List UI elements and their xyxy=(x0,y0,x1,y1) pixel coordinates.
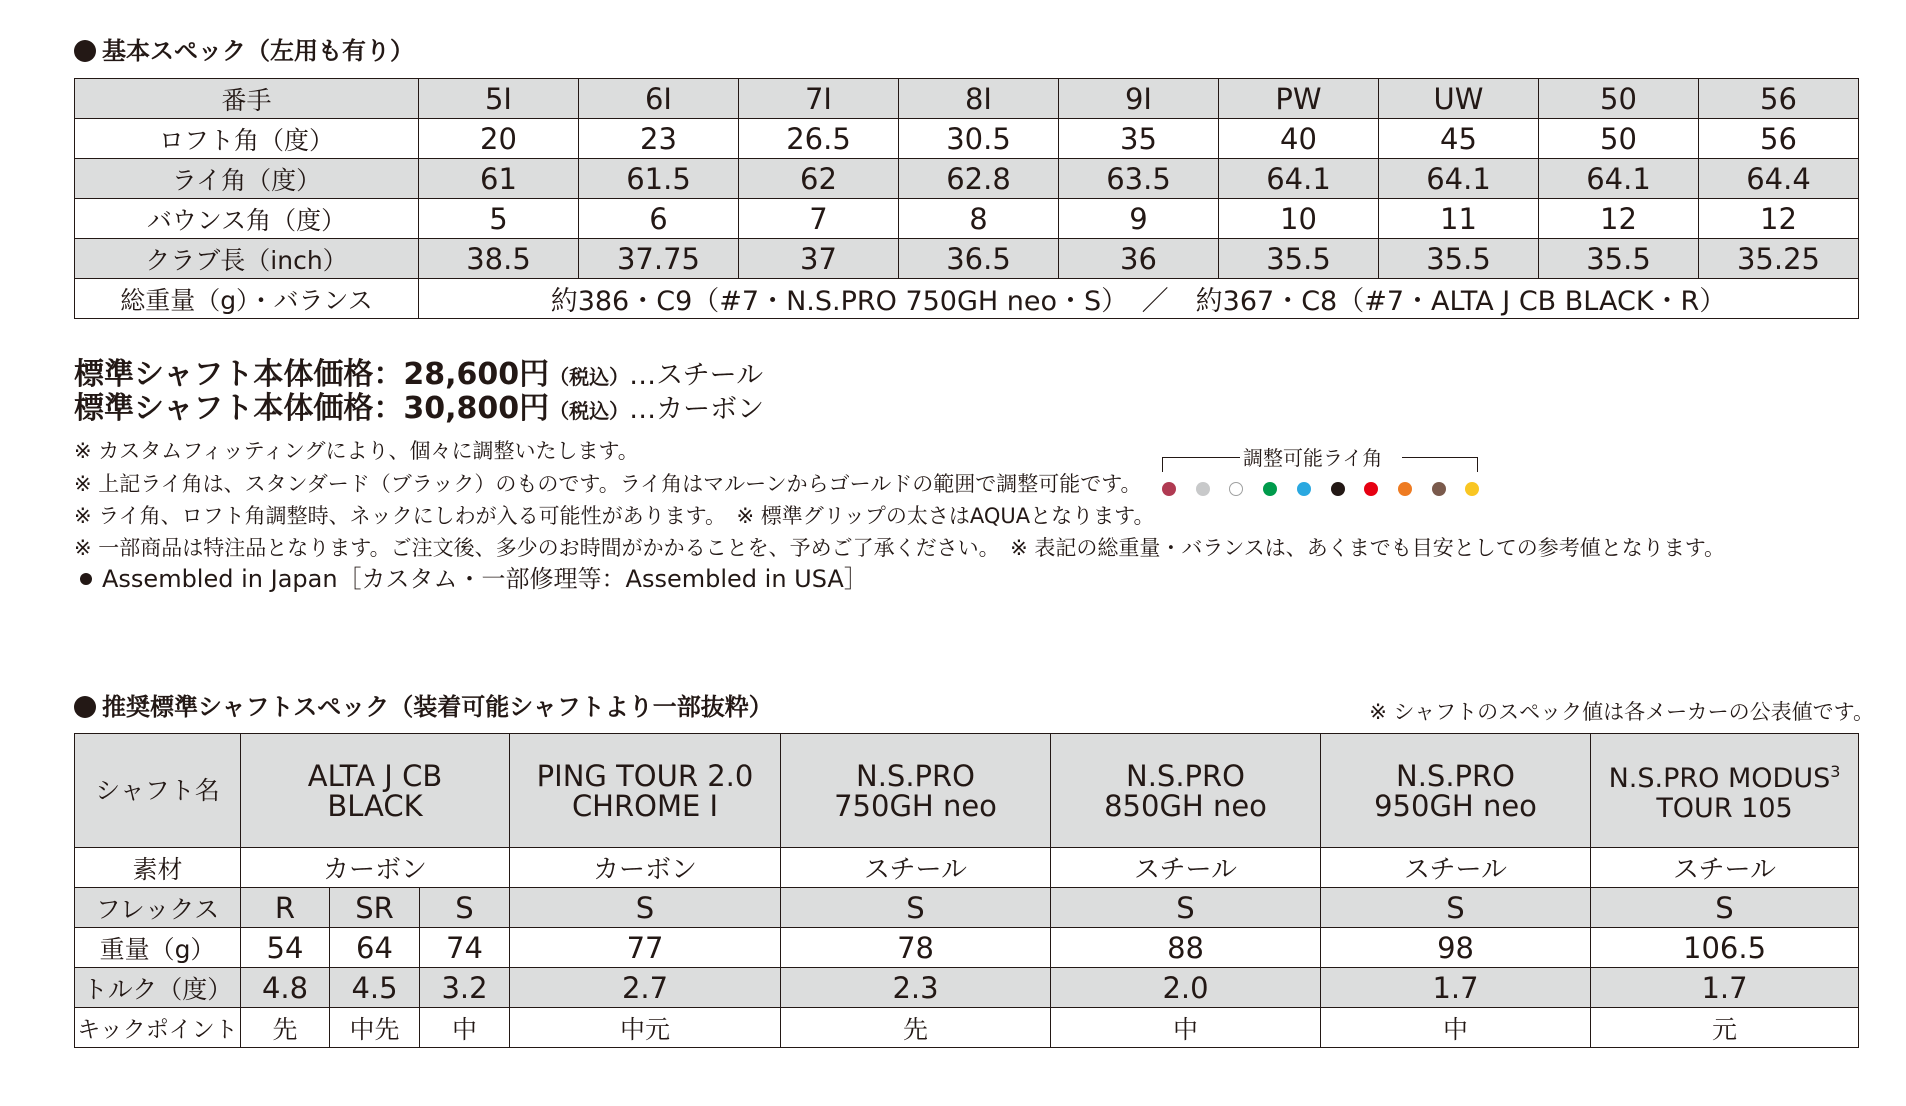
shaft-row-kick xyxy=(75,1008,1859,1048)
bounce-cell: 10 xyxy=(1219,199,1379,239)
lie-cell: 62.8 xyxy=(899,159,1059,199)
torque-cell: 1.7 xyxy=(1321,968,1591,1008)
shaft-name-line1: N.S.PRO MODUS xyxy=(1608,763,1831,794)
bounce-cell: 8 xyxy=(899,199,1059,239)
flex-cell: S xyxy=(1321,888,1591,928)
bullet-icon xyxy=(74,40,96,62)
flex-cell: R xyxy=(241,888,330,928)
spec-row-loft xyxy=(75,119,1859,159)
note-2: ※ 上記ライ角は、スタンダード（ブラック）のものです。ライ角はマルーンからゴールドの範囲で調整可能です。 xyxy=(74,472,1142,496)
bounce-cell: 12 xyxy=(1699,199,1859,239)
row-header-lie: ライ角（度） xyxy=(75,159,419,199)
length-cell: 35.25 xyxy=(1699,239,1859,279)
torque-cell: 3.2 xyxy=(420,968,510,1008)
shaft-name-cell xyxy=(1591,734,1859,848)
note-3: ※ ライ角、ロフト角調整時、ネックにしわが入る可能性があります。 ※ 標準グリップの太さはAQUAとなります。 xyxy=(74,504,1155,528)
shaft-name-line2: 850GH neo xyxy=(1104,788,1267,823)
note-4: ※ 一部商品は特注品となります。ご注文後、多少のお時間がかかることを、予めご了承ください。 ※ 表記の総重量・バランスは、あくまでも目安としての参考値となります。 xyxy=(74,536,1726,560)
bounce-cell: 11 xyxy=(1379,199,1539,239)
flex-cell: S xyxy=(1591,888,1859,928)
kick-cell: 中元 xyxy=(510,1008,781,1048)
row-header-length: クラブ長（inch） xyxy=(75,239,419,279)
spec-row-lie xyxy=(75,159,1859,199)
price-carbon xyxy=(74,392,764,428)
shaft-row-material xyxy=(75,848,1859,888)
shaft-name-cell xyxy=(1321,734,1591,848)
spec-row-length xyxy=(75,239,1859,279)
kick-cell: 先 xyxy=(241,1008,330,1048)
shaft-name-line2: BLACK xyxy=(327,788,423,823)
material-cell: スチール xyxy=(1591,848,1859,888)
shaft-row-torque xyxy=(75,968,1859,1008)
torque-cell: 2.0 xyxy=(1051,968,1321,1008)
price-tax: （税込） xyxy=(549,365,630,389)
shaft-name-line1: ALTA J CB xyxy=(307,758,443,793)
material-cell: カーボン xyxy=(241,848,510,888)
lie-color-swatch xyxy=(1196,482,1210,496)
weight-cell: 54 xyxy=(241,928,330,968)
price-steel xyxy=(74,358,763,394)
loft-cell: 56 xyxy=(1699,119,1859,159)
loft-cell: 45 xyxy=(1379,119,1539,159)
shaft-name-cell xyxy=(510,734,781,848)
torque-cell: 2.3 xyxy=(781,968,1051,1008)
row-header-shaft-name: シャフト名 xyxy=(75,734,241,848)
loft-cell: 40 xyxy=(1219,119,1379,159)
length-cell: 35.5 xyxy=(1539,239,1699,279)
kick-cell: 元 xyxy=(1591,1008,1859,1048)
kick-cell: 中 xyxy=(1321,1008,1591,1048)
row-header-flex: フレックス xyxy=(75,888,241,928)
club-cell: 7I xyxy=(739,79,899,119)
club-cell: UW xyxy=(1379,79,1539,119)
flex-cell: S xyxy=(1051,888,1321,928)
lie-color-swatch xyxy=(1263,482,1277,496)
weight-cell: 74 xyxy=(420,928,510,968)
row-header-bounce: バウンス角（度） xyxy=(75,199,419,239)
lie-cell: 61 xyxy=(419,159,579,199)
kick-cell: 中先 xyxy=(330,1008,420,1048)
torque-cell: 2.7 xyxy=(510,968,781,1008)
loft-cell: 50 xyxy=(1539,119,1699,159)
length-cell: 35.5 xyxy=(1219,239,1379,279)
club-cell: 5I xyxy=(419,79,579,119)
kick-cell: 中 xyxy=(420,1008,510,1048)
shaft-name-line1: PING TOUR 2.0 xyxy=(536,758,754,793)
shaft-name-cell xyxy=(781,734,1051,848)
bullet-icon xyxy=(74,696,96,718)
lie-cell: 64.1 xyxy=(1379,159,1539,199)
flex-cell: S xyxy=(420,888,510,928)
row-header-weight: 総重量（g）・バランス xyxy=(75,279,419,319)
bounce-cell: 7 xyxy=(739,199,899,239)
lie-cell: 64.1 xyxy=(1539,159,1699,199)
spec-table xyxy=(74,78,1859,319)
shaft-name-line2: 950GH neo xyxy=(1374,788,1537,823)
bullet-icon xyxy=(80,573,92,585)
flex-cell: S xyxy=(781,888,1051,928)
length-cell: 36 xyxy=(1059,239,1219,279)
lie-color-swatch xyxy=(1162,482,1176,496)
weight-cell: 88 xyxy=(1051,928,1321,968)
loft-cell: 26.5 xyxy=(739,119,899,159)
bounce-cell: 9 xyxy=(1059,199,1219,239)
loft-cell: 20 xyxy=(419,119,579,159)
bounce-cell: 12 xyxy=(1539,199,1699,239)
shaft-spec-note: ※ シャフトのスペック値は各メーカーの公表値です。 xyxy=(1369,700,1874,724)
loft-cell: 35 xyxy=(1059,119,1219,159)
lie-color-swatch xyxy=(1297,482,1311,496)
club-cell: 56 xyxy=(1699,79,1859,119)
kick-cell: 先 xyxy=(781,1008,1051,1048)
shaft-table xyxy=(74,733,1859,1048)
shaft-name-line2: TOUR 105 xyxy=(1656,793,1793,824)
club-cell: 9I xyxy=(1059,79,1219,119)
loft-cell: 23 xyxy=(579,119,739,159)
spec-title: 基本スペック（左用も有り） xyxy=(102,37,414,65)
note-1: ※ カスタムフィッティングにより、個々に調整いたします。 xyxy=(74,439,639,463)
row-header-kick: キックポイント xyxy=(75,1008,241,1048)
shaft-name-line1: N.S.PRO xyxy=(856,758,976,793)
lie-color-swatch xyxy=(1398,482,1412,496)
length-cell: 38.5 xyxy=(419,239,579,279)
lie-color-swatch xyxy=(1229,482,1243,496)
row-header-material: 素材 xyxy=(75,848,241,888)
bounce-cell: 6 xyxy=(579,199,739,239)
row-header-club: 番手 xyxy=(75,79,419,119)
lie-cell: 63.5 xyxy=(1059,159,1219,199)
lie-cell: 64.4 xyxy=(1699,159,1859,199)
material-cell: スチール xyxy=(1321,848,1591,888)
shaft-title: 推奨標準シャフトスペック（装着可能シャフトより一部抜粋） xyxy=(102,693,773,721)
material-cell: スチール xyxy=(1051,848,1321,888)
price-kind: …スチール xyxy=(629,360,764,391)
lie-cell: 61.5 xyxy=(579,159,739,199)
price-kind: …カーボン xyxy=(629,394,765,425)
loft-cell: 30.5 xyxy=(899,119,1059,159)
lie-cell: 64.1 xyxy=(1219,159,1379,199)
lie-cell: 62 xyxy=(739,159,899,199)
lie-color-swatch xyxy=(1331,482,1345,496)
spec-heading xyxy=(74,36,414,66)
material-cell: スチール xyxy=(781,848,1051,888)
length-cell: 36.5 xyxy=(899,239,1059,279)
price-label: 標準シャフト本体価格：28,600円 xyxy=(74,357,550,392)
length-cell: 35.5 xyxy=(1379,239,1539,279)
row-header-loft: ロフト角（度） xyxy=(75,119,419,159)
price-tax: （税込） xyxy=(549,399,630,423)
note-assembled xyxy=(74,566,868,592)
shaft-name-sup: 3 xyxy=(1830,762,1841,781)
weight-cell: 78 xyxy=(781,928,1051,968)
shaft-row-flex xyxy=(75,888,1859,928)
shaft-name-line1: N.S.PRO xyxy=(1126,758,1246,793)
flex-cell: S xyxy=(510,888,781,928)
flex-cell: SR xyxy=(330,888,420,928)
shaft-name-cell xyxy=(1051,734,1321,848)
shaft-row-name xyxy=(75,734,1859,848)
weight-cell: 77 xyxy=(510,928,781,968)
lie-color-swatch xyxy=(1432,482,1446,496)
shaft-row-weight xyxy=(75,928,1859,968)
weight-cell: 98 xyxy=(1321,928,1591,968)
assembled-text: Assembled in Japan［カスタム・一部修理等：Assembled in USA］ xyxy=(102,565,868,593)
price-label: 標準シャフト本体価格：30,800円 xyxy=(74,391,550,426)
row-header-shaft-weight: 重量（g） xyxy=(75,928,241,968)
torque-cell: 4.5 xyxy=(330,968,420,1008)
shaft-name-line2: 750GH neo xyxy=(834,788,997,823)
torque-cell: 1.7 xyxy=(1591,968,1859,1008)
material-cell: カーボン xyxy=(510,848,781,888)
spec-row-club xyxy=(75,79,1859,119)
club-cell: 6I xyxy=(579,79,739,119)
shaft-name-cell xyxy=(241,734,510,848)
lie-color-swatch xyxy=(1364,482,1378,496)
shaft-name-line1: N.S.PRO xyxy=(1396,758,1516,793)
lie-color-swatch xyxy=(1465,482,1479,496)
kick-cell: 中 xyxy=(1051,1008,1321,1048)
weight-balance-cell: 約386・C9（#7・N.S.PRO 750GH neo・S） ／ 約367・C8（#7・ALTA J CB BLACK・R） xyxy=(419,279,1859,319)
torque-cell: 4.8 xyxy=(241,968,330,1008)
club-cell: PW xyxy=(1219,79,1379,119)
club-cell: 50 xyxy=(1539,79,1699,119)
weight-cell: 64 xyxy=(330,928,420,968)
spec-row-bounce xyxy=(75,199,1859,239)
lie-adjust-label: 調整可能ライ角 xyxy=(1243,446,1383,470)
shaft-heading xyxy=(74,692,773,722)
spec-row-weight xyxy=(75,279,1859,319)
length-cell: 37.75 xyxy=(579,239,739,279)
row-header-torque: トルク（度） xyxy=(75,968,241,1008)
length-cell: 37 xyxy=(739,239,899,279)
weight-cell: 106.5 xyxy=(1591,928,1859,968)
bounce-cell: 5 xyxy=(419,199,579,239)
club-cell: 8I xyxy=(899,79,1059,119)
shaft-name-line2: CHROME I xyxy=(571,788,719,823)
